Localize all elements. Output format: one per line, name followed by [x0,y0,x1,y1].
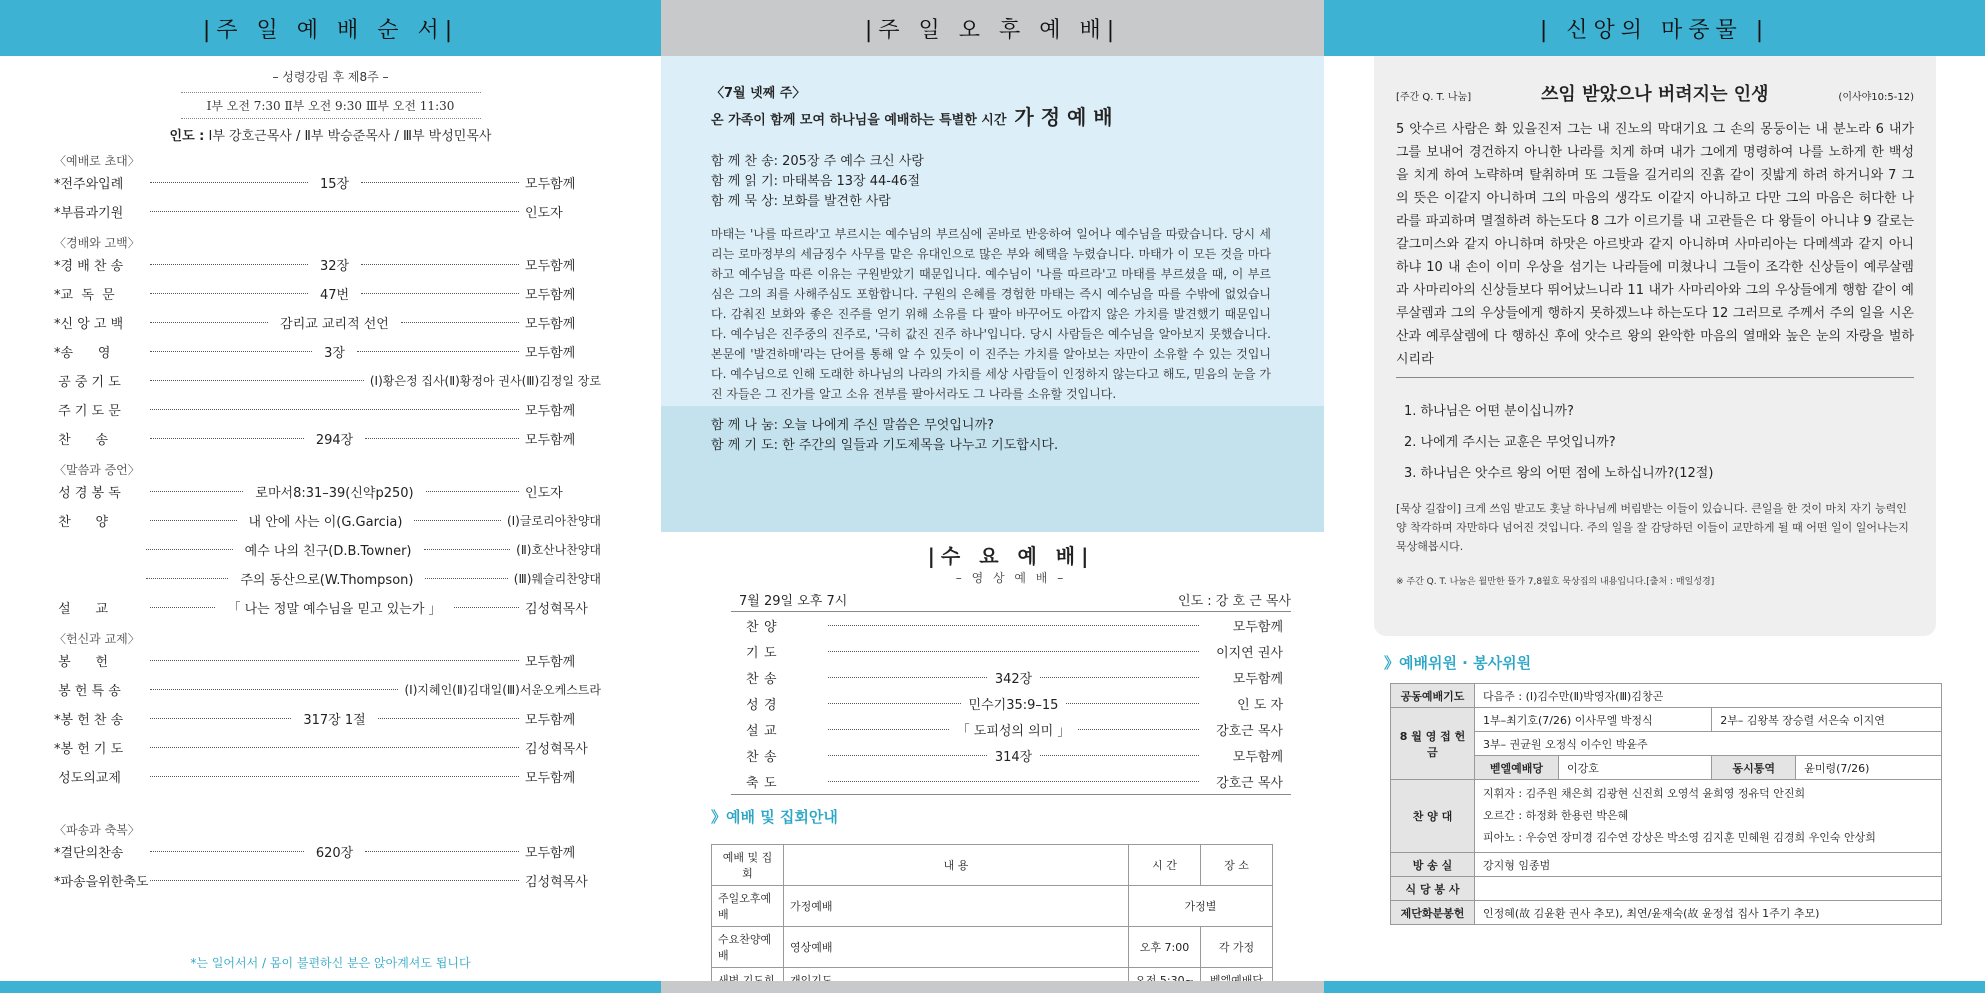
order-row [54,762,601,791]
wednesday-item-a: 기 [746,645,759,661]
family-worship-title: 가 정 예 배 [1014,105,1113,129]
guide-table [711,844,1273,993]
serve-value [1475,780,1942,853]
leader-dots [150,293,308,294]
leader-dots [150,689,398,690]
qt-question: 2. 나에게 주시는 교훈은 무엇입니까? [1404,435,1616,450]
serve-label: 방 송 실 [1391,853,1475,877]
order-item-name: *신 앙 고 백 [54,317,124,332]
wednesday-item-a: 찬 [746,619,759,635]
order-item-person: 인도자 [525,486,563,501]
order-item-person: 모두함께 [525,317,576,332]
leader-dots [365,851,519,852]
wednesday-row [731,612,1291,638]
order-row [54,593,601,622]
order-row [54,704,601,733]
order-item-name: *파송을위한축도 [54,875,149,890]
qt-tag: [주간 Q. T. 나눔] [1396,92,1472,103]
serve-value: 다음주 : (Ⅰ)김수만(Ⅱ)박영자(Ⅲ)김창곤 [1475,684,1942,708]
serve-table [1390,683,1942,925]
wednesday-item-person: 모두함께 [1232,671,1283,687]
wednesday-item-a: 성 [746,697,759,713]
leader-dots [828,781,1199,782]
serve-label: 제단화분봉헌 [1391,901,1475,925]
leader-dots [425,578,507,579]
leader-dots [150,182,308,183]
qt-question: 1. 하나님은 어떤 분이십니까? [1404,404,1574,419]
order-item-name: 찬 양 [54,515,109,530]
order-item-name: 설 교 [54,602,109,617]
wednesday-item-b: 도 [764,775,777,791]
wednesday-header-row [731,590,1291,612]
meditation-paragraph: 마태는 '나를 따르라'고 부르시는 예수님의 부르심에 곧바로 반응하여 일어나 예수님을 따랐습니다. 당시 세리는 로마정부의 세금징수 사무를 맡은 유대인으로 많은 부와 혜택을 누렸습니다. 마태가 이 모든 것을 마다하고 예수님을 따른 이유는 구원받았기 때문입니다. 예수님이 '나를 따르라'고 마태를 부르셨을 때, 이 부르심은 그의 죄를 사해주심도 포함합니다. 구원의 은혜를 경험한 마태는 즉시 예수님을 따를 수밖에 없었습니다. 감춰진 보화와 좋은 진주를 얻기 위해 소유를 다 팔아 바꾸어도 아깝지 않은 가치를 발견했기 때문입니다. 예수님은 진주중의 진주로, '극히 값진 진주 하나'입니다. 당시 사람들은 예수님을 알아보지 못했습니다. 본문에 '발견하매'라는 단어를 통해 알 수 있듯이 이 진주는 가치를 알아보는 자만이 소유할 수 있는 것입니다. 예수님으로 인해 도래한 하나님의 나라의 가치를 세상 사람들이 인정하지 않는다고 해도, 믿음의 눈을 가진 자들은 그 진가를 알고 소유 전부를 팔아서라도 그 나라를 소유할 것입니다. [711,227,1271,401]
leader-dots [1066,703,1199,704]
serve-row [1391,853,1942,877]
order-row [54,337,601,366]
leader-dots [414,520,501,521]
order-item-name: *봉 헌 기 도 [54,742,124,757]
order-item-detail: 「 나는 정말 예수님을 믿고 있는가 」 [227,602,442,617]
serve-label: 동시통역 [1712,756,1796,780]
prayer-line: 함 께 기 도: 한 주간의 일들과 기도제목을 나누고 기도합시다. [711,438,1059,453]
leader-dots [1040,677,1199,678]
leader-dots [401,322,519,323]
leader-dots [828,729,949,730]
qt-question: 3. 하나님은 앗수르 왕의 어떤 점에 노하십니까?(12절) [1404,466,1714,481]
order-row [54,308,601,337]
guide-header: 예배 및 집회 [712,845,784,886]
order-row [54,424,601,453]
order-item-name: 공 중 기 도 [54,375,121,390]
order-row [54,395,601,424]
worship-order-header: |주 일 예 배 순 서| [0,0,661,56]
order-item-person: 모두함께 [525,259,576,274]
order-item-person: 모두함께 [525,655,576,670]
order-item-detail: 47번 [319,288,350,303]
leader-dots [150,718,291,719]
guide-cell: 각 가정 [1201,927,1273,968]
serve-row [1391,780,1942,853]
serve-label: 찬 양 대 [1391,780,1475,853]
order-item-person: 모두함께 [525,846,576,861]
leader-dots [150,747,519,748]
order-row [54,279,601,308]
choir-line: 피아노 : 우승연 장미경 김수연 강상은 박소영 김지훈 민혜원 김경희 우인숙 안상희 [1483,831,1876,844]
leader-dots [378,718,519,719]
order-item-person: (Ⅰ)지혜인(Ⅱ)김대일(Ⅲ)서운오케스트라 [404,683,601,697]
order-item-detail: 317장 1절 [303,713,366,728]
leader-dots [828,703,961,704]
serve-value: 2부– 김왕복 장승렬 서은숙 이지연 [1712,708,1942,732]
wednesday-item-detail: 「 도피성의 의미 」 [956,723,1071,739]
section-title: 〈말씀과 증언〉 [54,463,140,477]
leader-dots [424,549,511,550]
qt-meditation-guide: [묵상 길잡이] 크게 쓰임 받고도 홋날 하나님께 버림받는 이들이 있습니다. 큰일을 한 것이 마치 자기 능력인 양 착각하며 자만하다 넘어진 것입니다. 주의 일을 잘 감당하던 이들이 교만하게 될 때 어떤 일이 일어나는지 묵상해봅시다. [1396,502,1909,553]
order-row [54,250,601,279]
order-item-person: 인도자 [525,206,563,221]
leader-dots [150,520,237,521]
order-row [54,168,601,197]
order-item-name: 성 경 봉 독 [54,486,121,501]
serve-value: 강지형 임종범 [1475,853,1942,877]
leader-dots [150,776,519,777]
guide-cell: 수요찬양예배 [712,927,784,968]
order-item-name: *봉 헌 찬 송 [54,713,124,728]
wednesday-item-person: 이지연 권사 [1216,645,1283,661]
wednesday-row [731,742,1291,768]
serve-value: 3부– 권균원 오정식 이수인 박윤주 [1475,732,1942,756]
guide-cell: 오후 7:00 [1129,927,1201,968]
leader-dots [828,651,1199,652]
leader-dots [1078,729,1199,730]
order-item-person: (Ⅰ)황은정 집사(Ⅱ)황정아 권사(Ⅲ)김정일 장로 [369,374,601,388]
service-times: Ⅰ부 오전 7:30 Ⅱ부 오전 9:30 Ⅲ부 오전 11:30 [181,92,481,119]
order-item-person: 김성혁목사 [525,602,588,617]
faith-column [1324,0,1985,993]
order-item-name: *전주와입례 [54,177,124,192]
order-item-name: 봉 헌 [54,655,109,670]
afternoon-worship-header: |주 일 오 후 예 배| [661,0,1324,56]
order-row [54,866,601,895]
leader-dots [150,660,519,661]
wednesday-item-person: 모두함께 [1232,619,1283,635]
bottom-bar [1324,981,1985,993]
order-item-name: 성도의교제 [54,771,121,786]
wednesday-date: 7월 29일 오후 7시 [739,594,848,609]
leader-dots [361,182,519,183]
order-row [140,564,601,593]
liturgical-week: – 성령강림 후 제8주 – [272,70,389,84]
guide-row [712,886,1273,927]
order-item-detail: 620장 [315,846,354,861]
order-row [54,197,601,226]
wednesday-item-b: 도 [764,645,777,661]
info-hymn: 함 께 찬 송: 205장 주 예수 크신 사랑 [711,154,924,169]
leader-dots [1040,755,1199,756]
order-item-name: *경 배 찬 송 [54,259,124,274]
worship-order-column [0,0,661,993]
leader-dots [150,351,312,352]
leader-dots [828,625,1199,626]
qt-reference: (이사야10:5-12) [1838,92,1914,103]
serve-label: 식 당 봉 사 [1391,877,1475,901]
leader-dots [150,322,268,323]
guide-header: 내 용 [784,845,1129,886]
wednesday-title: |수 요 예 배| [927,544,1095,568]
choir-line: 오르간 : 하정화 한용런 박은혜 [1483,809,1629,822]
section-title: 〈경배와 고백〉 [54,236,140,250]
order-list [0,152,661,895]
leader-dots [150,851,304,852]
serve-label: 8 월 영 접 헌 금 [1391,708,1475,780]
order-item-name: 찬 송 [54,433,109,448]
order-item-detail: 로마서8:31–39(신약p250) [255,486,414,501]
order-item-person: (Ⅱ)호산나찬양대 [516,543,601,557]
serve-value [1475,877,1942,901]
serve-title: 》예배위원 · 봉사위원 [1384,654,1532,672]
wednesday-item-b: 송 [764,671,777,687]
order-item-name: *송 영 [54,346,111,361]
leader-dots [828,677,987,678]
qt-header [1396,80,1914,106]
order-item-detail: 3장 [324,346,345,361]
order-item-name: 주 기 도 문 [54,404,121,419]
wednesday-row [731,768,1291,794]
wednesday-row [731,664,1291,690]
order-item-person: 모두함께 [525,713,576,728]
wednesday-item-a: 축 [746,775,759,791]
info-meditation: 함 께 묵 상: 보화를 발견한 사람 [711,194,891,209]
leader-dots [150,491,243,492]
leader-dots [150,880,519,881]
order-item-detail: 내 안에 사는 이(G.Garcia) [248,515,403,530]
standing-footnote: *는 일어서서 / 몸이 불편하신 분은 앉아계셔도 됩니다 [190,956,471,970]
wednesday-worship [731,540,1291,795]
family-worship-content [711,82,1271,456]
choir-line: 지휘자 : 김주원 채은희 김광현 신진희 오영석 윤희영 정유덕 안진희 [1483,787,1806,800]
order-item-detail: 주의 동산으로(W.Thompson) [240,573,414,588]
order-row [54,837,601,866]
leader-dots [361,264,519,265]
guide-row [712,927,1273,968]
order-item-name: 봉 헌 특 송 [54,684,121,699]
order-item-detail: 감리교 교리적 선언 [280,317,389,332]
serve-value: 이강호 [1559,756,1712,780]
order-item-detail: 294장 [315,433,354,448]
wednesday-item-detail: 342장 [994,671,1033,687]
order-item-person: 모두함께 [525,177,576,192]
order-row [140,535,601,564]
order-item-detail: 예수 나의 친구(D.B.Towner) [244,544,412,559]
serve-value: 인정혜(故 김윤환 권사 추모), 최연/윤재숙(故 윤정섭 집사 1주기 추모) [1475,901,1942,925]
wednesday-order [731,612,1291,794]
serve-row [1391,684,1942,708]
wednesday-item-a: 설 [746,723,759,739]
bottom-bar [661,981,1324,993]
order-row [54,477,601,506]
leader-dots [365,438,519,439]
serve-row [1391,708,1942,732]
order-item-person: 모두함께 [525,433,576,448]
afternoon-worship-column [661,0,1324,993]
serve-row [1391,877,1942,901]
section-title: 〈예배로 초대〉 [54,154,140,168]
leader-names: Ⅰ부 강호근목사 / Ⅱ부 박승준목사 / Ⅲ부 박성민목사 [208,129,492,144]
guide-header: 장 소 [1201,845,1273,886]
leader-label: 인도 : [169,129,205,144]
order-item-person: (Ⅲ)웨슬리찬양대 [513,572,601,586]
wednesday-subtitle: – 영 상 예 배 – [955,571,1067,585]
guide-header: 시 간 [1129,845,1201,886]
order-item-person: 김성혁목사 [525,875,588,890]
qt-questions [1404,396,1936,489]
guide-cell: 가정예배 [784,886,1129,927]
order-item-name: *결단의찬송 [54,846,124,861]
wednesday-item-b: 경 [764,697,777,713]
wednesday-item-person: 인 도 자 [1237,697,1284,713]
order-item-person: 모두함께 [525,771,576,786]
leader-dots [357,351,519,352]
qt-scripture: 5 앗수르 사람은 화 있을진저 그는 내 진노의 막대기요 그 손의 몽둥이는 내 분노라 6 내가 그를 보내어 경건하지 아니한 나라를 치게 하며 내가 그에게 명령하여 나를 노하게 한 백성을 치게 하여 노략하며 탈취하며 또 그들을 길거리의 진흙 같이 짓밟게 하려 하거니와 7 그의 뜻은 이같지 아니하며 그의 마음의 생각도 이같지 아니하고 다만 그의 마음은 허다한 나라를 파괴하며 멸절하려 하는도다 8 그가 이르기를 내 고관들은 다 왕들이 아니냐 9 갈로는 갈그미스와 같지 아니하며 하맛은 아르밧과 같지 아니하며 사마리아는 다메섹과 같지 아니하냐 10 내 손이 이미 우상을 섬기는 나라들에 미쳤나니 그들이 조각한 신상들이 예루살렘과 사마리아의 신상들보다 뛰어났느니라 11 내가 사마리아와 그의 우상들에게 행함 같이 예루살렘과 그의 우상들에게 행하지 못하겠느냐 하는도다 12 그러므로 주께서 주의 일을 시온 산과 예루살렘에 다 행하신 후에 앗수르 왕의 완악한 마음의 열매와 높은 눈의 자랑을 벌하시리라 [1396,118,1914,378]
wednesday-leader: 인도 : 강 호 근 목사 [1178,594,1291,609]
wednesday-row [731,638,1291,664]
wednesday-item-person: 모두함께 [1232,749,1283,765]
wednesday-item-person: 강호근 목사 [1216,775,1283,791]
share-line: 함 께 나 눔: 오늘 나에게 주신 말씀은 무엇입니까? [711,418,994,433]
leader-dots [150,264,308,265]
wednesday-item-person: 강호근 목사 [1216,723,1283,739]
info-reading: 함 께 읽 기: 마태복음 13장 44-46절 [711,174,921,189]
serve-label: 공동예배기도 [1391,684,1475,708]
guide-title: 》예배 및 집회안내 [711,808,838,826]
wednesday-row [731,716,1291,742]
order-item-person: 김성혁목사 [525,742,588,757]
leader-dots [828,755,987,756]
leader-dots [150,607,215,608]
leader-dots [426,491,519,492]
week-label: 〈7월 넷째 주〉 [711,86,806,101]
order-item-detail: 32장 [319,259,350,274]
serve-row [1391,901,1942,925]
order-item-name: *교 독 문 [54,288,115,303]
guide-cell: 가정별 [1129,886,1273,927]
wednesday-item-a: 찬 [746,749,759,765]
order-row [54,733,601,762]
order-row [54,646,601,675]
order-item-person: 모두함께 [525,404,576,419]
wednesday-item-detail: 314장 [994,749,1033,765]
section-title: 〈파송과 축복〉 [54,823,140,837]
leader-dots [454,607,519,608]
wednesday-item-a: 찬 [746,671,759,687]
wednesday-item-b: 송 [764,749,777,765]
guide-cell: 영상예배 [784,927,1129,968]
wednesday-item-detail: 민수기35:9–15 [968,697,1059,713]
order-item-person: 모두함께 [525,288,576,303]
bottom-bar [0,981,661,993]
order-item-name: *부름과기원 [54,206,124,221]
qt-title: 쓰임 받았으나 버려지는 인생 [1541,84,1769,105]
faith-header: | 신앙의 마중물 | [1324,0,1985,56]
serve-value: 1부–최기호(7/26) 이사무엘 박정식 [1475,708,1712,732]
weekly-qt-box [1374,56,1936,636]
leader-dots [361,293,519,294]
family-worship-intro: 온 가족이 함께 모여 하나님을 예배하는 특별한 시간 가 정 예 배 [711,105,1113,129]
order-row [54,675,601,704]
guide-cell: 주일오후예배 [712,886,784,927]
leader-dots [146,578,228,579]
order-item-detail: 15장 [319,177,350,192]
section-title: 〈헌신과 교제〉 [54,632,140,646]
order-item-person: 모두함께 [525,346,576,361]
wednesday-item-b: 양 [764,619,777,635]
leader-dots [150,211,519,212]
order-row [54,506,601,535]
qt-source: ※ 주간 Q. T. 나눔은 월만한 뜰가 7,8월호 묵상집의 내용입니다.[출처 : 매일성경] [1396,577,1715,587]
leader-dots [150,409,519,410]
leader-dots [150,380,364,381]
serve-value: 윤미령(7/26) [1796,756,1942,780]
order-item-person: (Ⅰ)글로리아찬양대 [506,514,602,528]
order-row [54,366,601,395]
leader-dots [150,438,304,439]
wednesday-item-b: 교 [764,723,777,739]
leader-dots [146,549,233,550]
wednesday-row [731,690,1291,716]
serve-label: 벧엘예배당 [1475,756,1559,780]
service-leaders [0,125,661,144]
